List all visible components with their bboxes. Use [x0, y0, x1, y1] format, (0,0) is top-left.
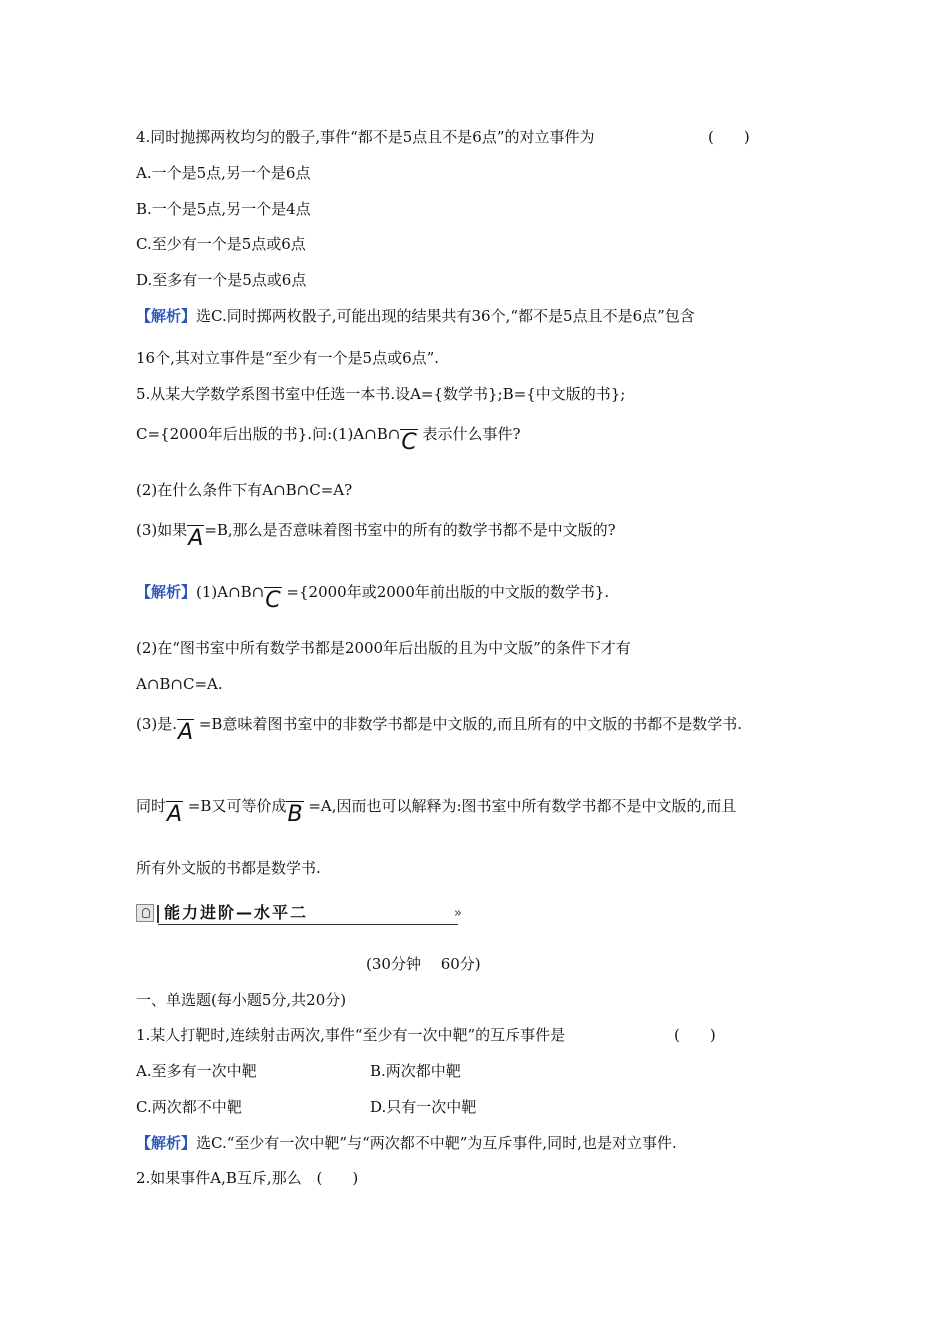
p1-stem-text: 1.某人打靶时,连续射击两次,事件“至少有一次中靶”的互斥事件是: [136, 1026, 566, 1044]
q5-a4-post: =A,因而也可以解释为:图书室中所有数学书都不是中文版的,而且: [303, 797, 737, 815]
q5-a3-pre: (3)是.: [136, 715, 178, 733]
complement-b: B: [287, 802, 303, 827]
analysis-tag: 【解析】: [136, 583, 197, 601]
q5-a1-post: ={2000年或2000年前出版的中文版的数学书}.: [281, 583, 610, 601]
q5-analysis-3: [136, 714, 742, 745]
q4-option-c: C.至少有一个是5点或6点: [136, 235, 306, 253]
header-underline: [158, 924, 458, 925]
analysis-tag: 【解析】: [136, 1134, 197, 1152]
analysis-tag: 【解析】: [136, 307, 197, 325]
q5-a4-mid: =B又可等价成: [183, 797, 287, 815]
q5-analysis-2: (2)在“图书室中所有数学书都是2000年后出版的且为中文版”的条件下才有: [136, 639, 631, 657]
q4-option-d: D.至多有一个是5点或6点: [136, 271, 307, 289]
q5-stem: 5.从某大学数学系图书室中任选一本书.设A={数学书};B={中文版的书};: [136, 385, 626, 403]
q4-answer-paren: ( ): [708, 128, 750, 146]
q5-analysis-4-cont: 所有外文版的书都是数学书.: [136, 859, 321, 877]
p1-option-d: D.只有一次中靶: [370, 1098, 477, 1116]
p2-stem-text: 2.如果事件A,B互斥,那么: [136, 1169, 302, 1187]
section-title: 能力进阶—水平二: [164, 903, 309, 922]
q4-analysis-cont: 16个,其对立事件是“至少有一个是5点或6点”.: [136, 349, 440, 367]
p2-stem: [136, 1168, 358, 1188]
q5-part3: [136, 520, 616, 551]
section-part: 一、单选题(每小题5分,共20分): [136, 991, 347, 1009]
q4-option-b: B.一个是5点,另一个是4点: [136, 200, 311, 218]
complement-a: A: [167, 802, 183, 827]
lightbulb-icon: [136, 904, 154, 922]
p2-answer-paren: ( ): [316, 1169, 359, 1187]
q4-analysis: [136, 306, 695, 326]
q5-a3-post: =B意味着图书室中的非数学书都是中文版的,而且所有的中文版的书都不是数学书.: [194, 715, 742, 733]
p1-option-b: B.两次都中靶: [370, 1062, 461, 1080]
q4-analysis-text: 选C.同时掷两枚骰子,可能出现的结果共有36个,“都不是5点且不是6点”包含: [196, 307, 695, 325]
section-time: (30分钟 60分): [366, 955, 481, 973]
double-chevron-icon: »: [454, 906, 462, 921]
p1-analysis-text: 选C.“至少有一次中靶”与“两次都不中靶”为互斥事件,同时,也是对立事件.: [196, 1134, 677, 1152]
q5-part1: [136, 424, 521, 455]
q4-stem-text: 4.同时抛掷两枚均匀的骰子,事件“都不是5点且不是6点”的对立事件为: [136, 128, 595, 146]
q4-stem: [136, 127, 750, 147]
p1-answer-paren: ( ): [674, 1026, 716, 1044]
p1-option-a: A.至多有一次中靶: [136, 1062, 257, 1080]
complement-c: C: [265, 588, 281, 613]
q5-part3-pre: (3)如果: [136, 521, 188, 539]
q5-part1-pre: C={2000年后出版的书}.问:(1)A∩B∩: [136, 425, 401, 443]
q5-analysis-4: [136, 796, 736, 827]
q5-part3-post: =B,那么是否意味着图书室中的所有的数学书都不是中文版的?: [204, 521, 616, 539]
q5-analysis-2-cont: A∩B∩C=A.: [136, 675, 223, 693]
p1-analysis: [136, 1133, 677, 1153]
complement-a: A: [188, 526, 204, 551]
q5-part2: (2)在什么条件下有A∩B∩C=A?: [136, 481, 353, 499]
q4-option-a: A.一个是5点,另一个是6点: [136, 164, 311, 182]
q5-a4-pre: 同时: [136, 797, 167, 815]
p1-stem: [136, 1025, 716, 1045]
q5-a1-pre: (1)A∩B∩: [196, 583, 265, 601]
complement-c: C: [401, 430, 417, 455]
complement-a: A: [178, 720, 194, 745]
q5-analysis-1: [136, 582, 609, 613]
header-divider: [157, 905, 159, 923]
q5-part1-post: 表示什么事件?: [417, 425, 521, 443]
p1-option-c: C.两次都不中靶: [136, 1098, 242, 1116]
section-header: [136, 902, 462, 926]
